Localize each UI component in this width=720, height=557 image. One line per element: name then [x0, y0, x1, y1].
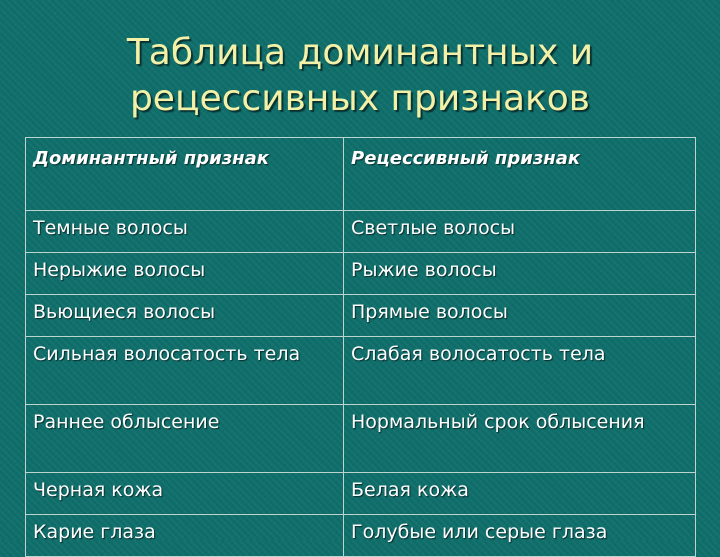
slide-title-line-1: Таблица доминантных и: [126, 32, 594, 73]
slide-title-line-2: рецессивных признаков: [129, 78, 591, 119]
recessive-cell: Рыжие волосы: [344, 253, 696, 295]
dominant-cell: Нерыжие волосы: [26, 253, 344, 295]
recessive-cell: Прямые волосы: [344, 295, 696, 337]
dominant-cell: Вьющиеся волосы: [26, 295, 344, 337]
table-row: [26, 295, 696, 337]
header-dominant-trait: Доминантный признак: [26, 138, 344, 211]
table-row: [26, 473, 696, 515]
recessive-cell: Голубые или серые глаза: [344, 515, 696, 557]
dominant-cell: Черная кожа: [26, 473, 344, 515]
dominant-cell: Темные волосы: [26, 211, 344, 253]
table-header-row: [26, 138, 696, 211]
dominant-cell: Раннее облысение: [26, 405, 344, 473]
table-row: [26, 405, 696, 473]
recessive-cell: Слабая волосатость тела: [344, 337, 696, 405]
recessive-cell: Светлые волосы: [344, 211, 696, 253]
table-row: [26, 253, 696, 295]
header-recessive-trait: Рецессивный признак: [344, 138, 696, 211]
table-row: [26, 337, 696, 405]
dominant-cell: Сильная волосатость тела: [26, 337, 344, 405]
table-row: [26, 211, 696, 253]
dominant-cell: Карие глаза: [26, 515, 344, 557]
recessive-cell: Белая кожа: [344, 473, 696, 515]
traits-table: [25, 137, 696, 557]
recessive-cell: Нормальный срок облысения: [344, 405, 696, 473]
table-row: [26, 515, 696, 557]
slide-title: [0, 30, 720, 122]
